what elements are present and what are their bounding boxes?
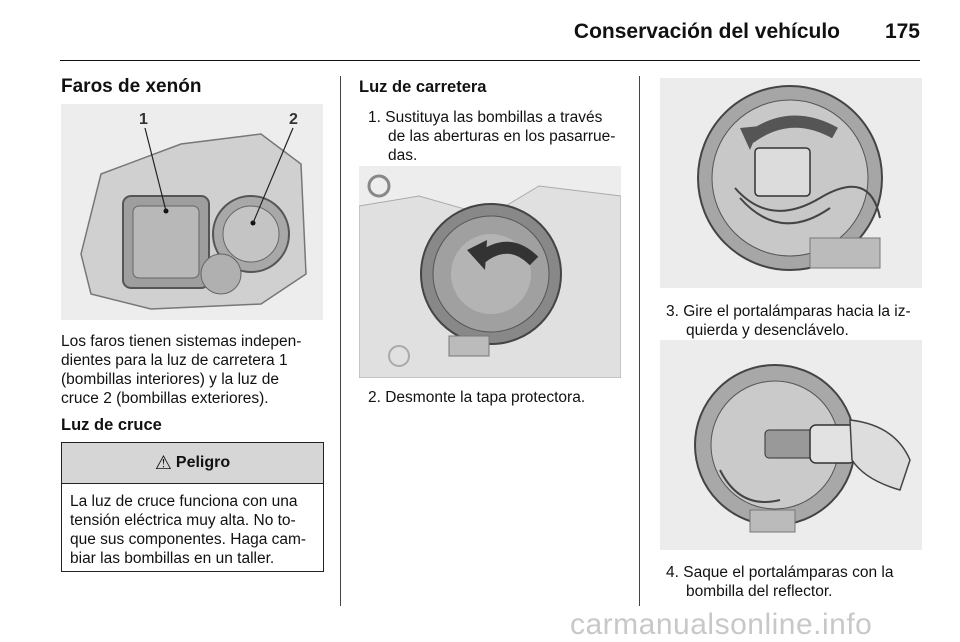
- section-heading-xenon: Faros de xenón: [61, 76, 202, 97]
- figure-label-2: 2: [289, 111, 298, 128]
- intro-paragraph: Los faros tienen sistemas indepen- dientes para la luz de carretera 1 (bombillas interiores) y la luz de cruce 2 (bombillas exteriores).: [61, 333, 302, 407]
- step-3: 3. Gire el portalámparas hacia la iz- quierda y desenclávelo.: [666, 303, 911, 339]
- headlamp-figure: [61, 104, 323, 320]
- protective-cap-illustration: [359, 166, 621, 378]
- column-divider-left: [340, 76, 341, 606]
- figure-label-1: 1: [139, 111, 148, 128]
- warning-icon: ⚠: [154, 452, 172, 474]
- warning-title: Peligro: [175, 454, 231, 471]
- step-4: 4. Saque el portalámparas con la bombilla del reflector.: [666, 564, 894, 600]
- remove-bulb-figure: [660, 340, 922, 550]
- page-header: [60, 14, 920, 61]
- subheading-low-beam: Luz de cruce: [61, 416, 162, 434]
- page-number: 175: [884, 20, 920, 43]
- watermark: carmanualsonline.info: [570, 608, 873, 641]
- warning-header: [62, 443, 323, 484]
- danger-warning-box: [61, 442, 324, 572]
- step-2: 2. Desmonte la tapa protectora.: [368, 389, 586, 406]
- lamp-holder-turn-figure: [660, 78, 922, 288]
- headlamp-illustration: [61, 104, 323, 320]
- step-1: 1. Sustituya las bombillas a través de las aberturas en los pasarrue- das.: [368, 109, 616, 164]
- remove-bulb-illustration: [660, 340, 922, 550]
- header-title: Conservación del vehículo: [573, 20, 840, 43]
- protective-cap-figure: [359, 166, 621, 378]
- warning-text: La luz de cruce funciona con una tensión eléctrica muy alta. No to- que sus componentes. Haga cam- biar las bombillas en un taller.: [70, 493, 307, 567]
- lamp-holder-turn-illustration: [660, 78, 922, 288]
- subheading-high-beam: Luz de carretera: [359, 78, 487, 96]
